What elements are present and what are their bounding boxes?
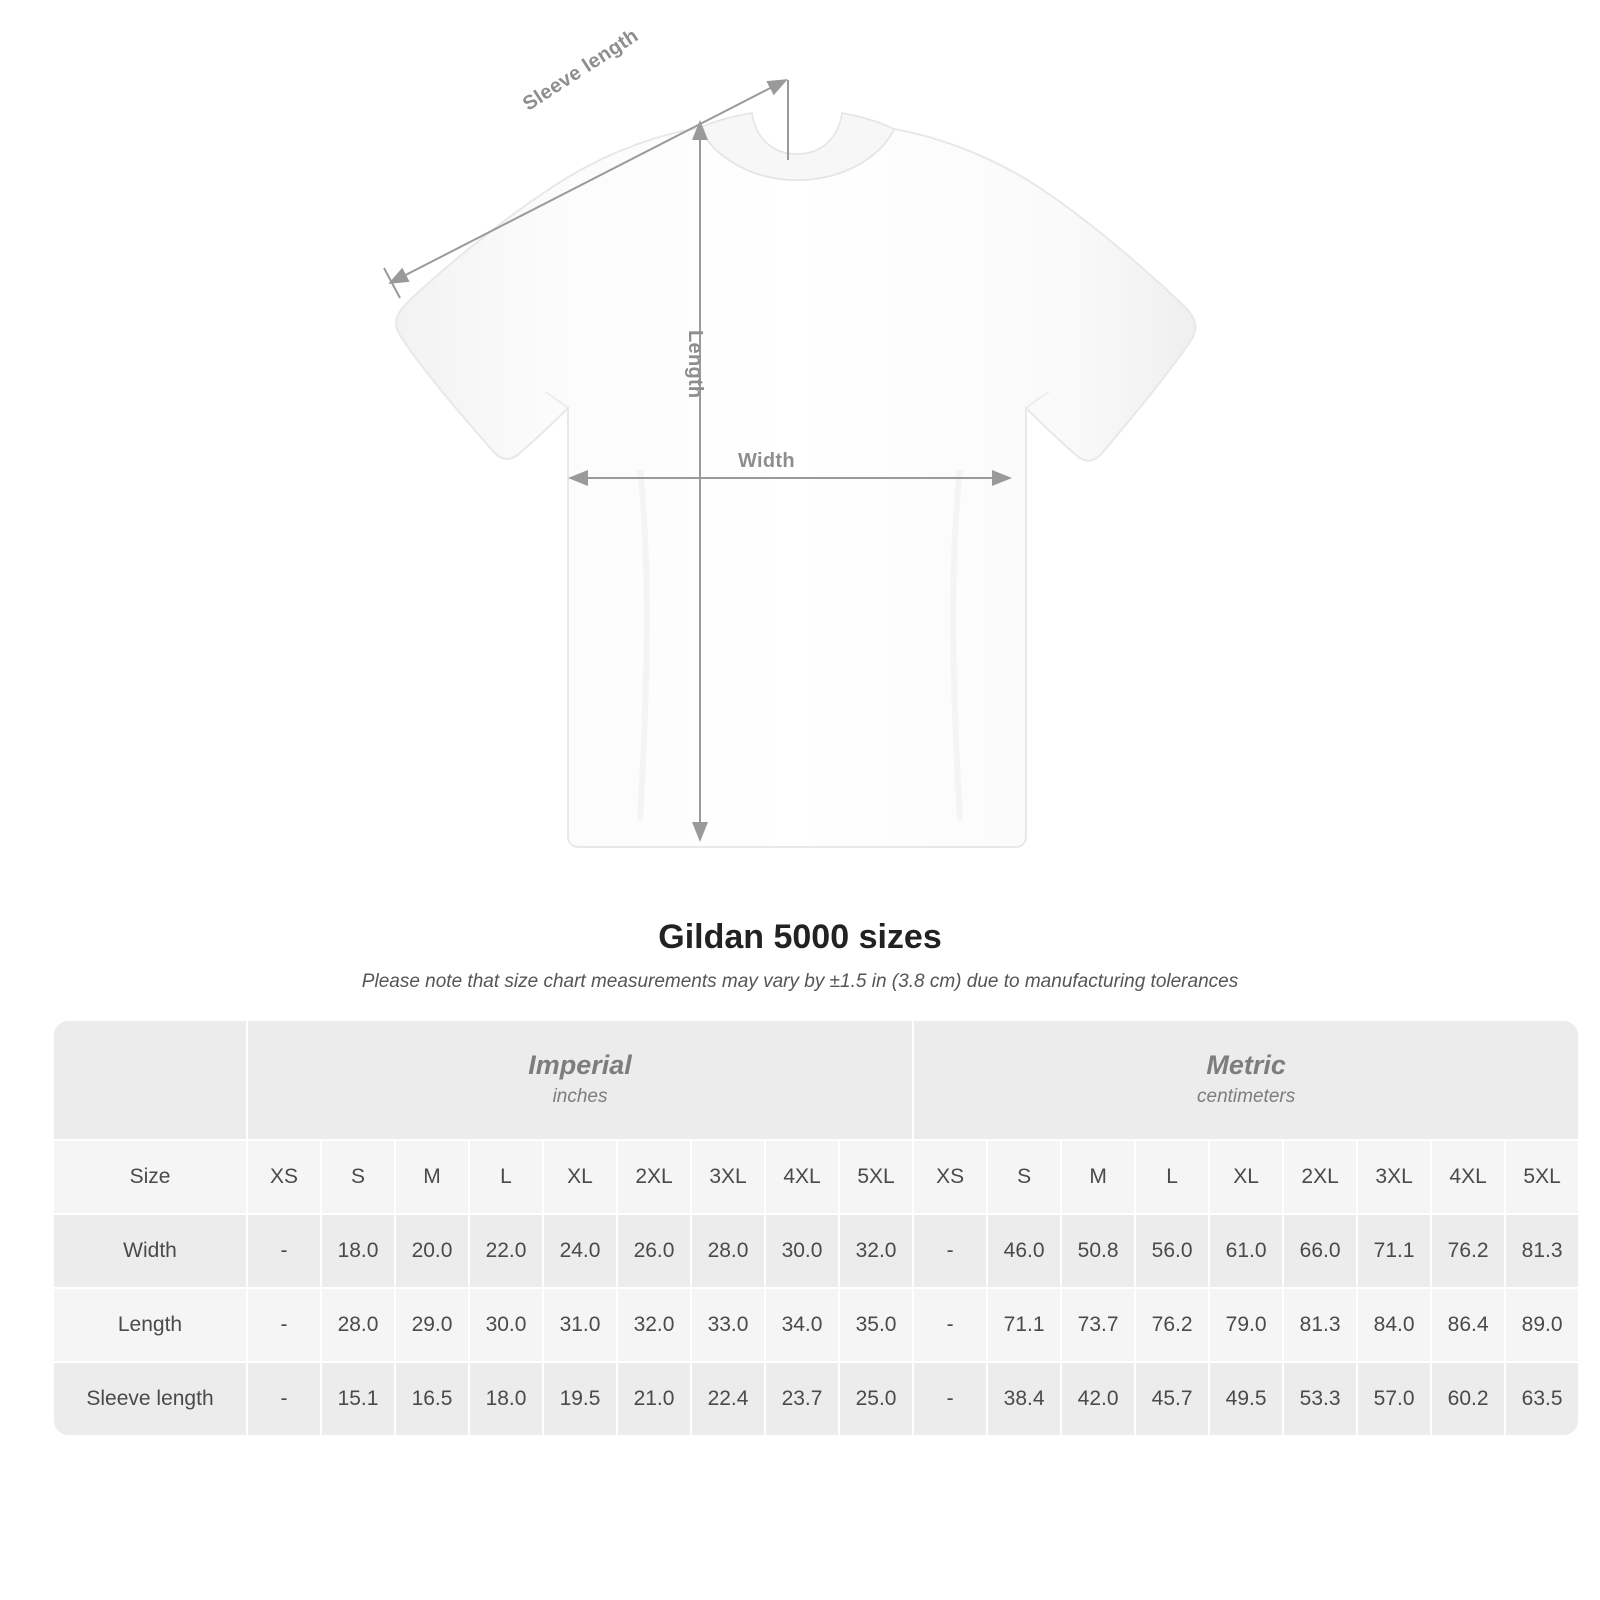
row-label-sleeve-length: Sleeve length — [54, 1363, 246, 1435]
cell-width-met-2: 50.8 — [1062, 1215, 1134, 1287]
size-col-metric-xs: XS — [914, 1141, 986, 1213]
cell-sleeve-imp-7: 23.7 — [766, 1363, 838, 1435]
system-imperial-name: Imperial — [528, 1049, 632, 1080]
size-col-metric-5xl: 5XL — [1506, 1141, 1578, 1213]
cell-sleeve-imp-5: 21.0 — [618, 1363, 690, 1435]
cell-length-imp-2: 29.0 — [396, 1289, 468, 1361]
size-col-metric-3xl: 3XL — [1358, 1141, 1430, 1213]
cell-length-met-0: - — [914, 1289, 986, 1361]
size-col-imperial-2xl: 2XL — [618, 1141, 690, 1213]
cell-length-imp-3: 30.0 — [470, 1289, 542, 1361]
cell-length-imp-8: 35.0 — [840, 1289, 912, 1361]
length-label: Length — [684, 330, 706, 399]
cell-width-imp-6: 28.0 — [692, 1215, 764, 1287]
cell-length-met-5: 81.3 — [1284, 1289, 1356, 1361]
size-col-imperial-m: M — [396, 1141, 468, 1213]
cell-sleeve-imp-0: - — [248, 1363, 320, 1435]
system-imperial — [248, 1021, 912, 1139]
size-col-imperial-xs: XS — [248, 1141, 320, 1213]
cell-sleeve-imp-8: 25.0 — [840, 1363, 912, 1435]
system-metric — [914, 1021, 1578, 1139]
cell-sleeve-met-3: 45.7 — [1136, 1363, 1208, 1435]
cell-sleeve-met-0: - — [914, 1363, 986, 1435]
row-label-width: Width — [54, 1215, 246, 1287]
cell-width-imp-4: 24.0 — [544, 1215, 616, 1287]
table-row-length — [54, 1289, 1578, 1361]
cell-sleeve-met-4: 49.5 — [1210, 1363, 1282, 1435]
table-corner-cell — [54, 1021, 246, 1139]
cell-sleeve-met-1: 38.4 — [988, 1363, 1060, 1435]
cell-length-imp-4: 31.0 — [544, 1289, 616, 1361]
size-col-imperial-s: S — [322, 1141, 394, 1213]
cell-width-imp-5: 26.0 — [618, 1215, 690, 1287]
size-col-imperial-xl: XL — [544, 1141, 616, 1213]
size-col-metric-4xl: 4XL — [1432, 1141, 1504, 1213]
size-table — [52, 1019, 1580, 1437]
cell-width-met-8: 81.3 — [1506, 1215, 1578, 1287]
cell-width-met-4: 61.0 — [1210, 1215, 1282, 1287]
cell-length-met-3: 76.2 — [1136, 1289, 1208, 1361]
cell-sleeve-met-8: 63.5 — [1506, 1363, 1578, 1435]
size-col-metric-s: S — [988, 1141, 1060, 1213]
cell-sleeve-met-6: 57.0 — [1358, 1363, 1430, 1435]
size-col-metric-xl: XL — [1210, 1141, 1282, 1213]
size-col-imperial-l: L — [470, 1141, 542, 1213]
cell-length-met-7: 86.4 — [1432, 1289, 1504, 1361]
table-row-width — [54, 1215, 1578, 1287]
system-header-row — [54, 1021, 1578, 1139]
cell-length-imp-5: 32.0 — [618, 1289, 690, 1361]
cell-width-imp-7: 30.0 — [766, 1215, 838, 1287]
cell-width-imp-0: - — [248, 1215, 320, 1287]
page-title: Gildan 5000 sizes — [658, 918, 942, 956]
cell-width-met-7: 76.2 — [1432, 1215, 1504, 1287]
cell-width-met-0: - — [914, 1215, 986, 1287]
cell-length-met-1: 71.1 — [988, 1289, 1060, 1361]
cell-length-imp-1: 28.0 — [322, 1289, 394, 1361]
cell-width-met-3: 56.0 — [1136, 1215, 1208, 1287]
cell-length-imp-7: 34.0 — [766, 1289, 838, 1361]
title-block — [0, 918, 1600, 993]
cell-sleeve-imp-6: 22.4 — [692, 1363, 764, 1435]
cell-length-met-2: 73.7 — [1062, 1289, 1134, 1361]
cell-width-imp-8: 32.0 — [840, 1215, 912, 1287]
cell-width-imp-2: 20.0 — [396, 1215, 468, 1287]
cell-width-imp-1: 18.0 — [322, 1215, 394, 1287]
cell-width-met-6: 71.1 — [1358, 1215, 1430, 1287]
cell-length-imp-0: - — [248, 1289, 320, 1361]
sleeve-length-label: Sleeve length — [519, 24, 643, 116]
size-col-metric-l: L — [1136, 1141, 1208, 1213]
cell-width-imp-3: 22.0 — [470, 1215, 542, 1287]
size-col-imperial-5xl: 5XL — [840, 1141, 912, 1213]
system-metric-unit: centimeters — [1197, 1085, 1296, 1107]
cell-length-met-4: 79.0 — [1210, 1289, 1282, 1361]
size-col-metric-2xl: 2XL — [1284, 1141, 1356, 1213]
size-table-wrap — [52, 1019, 1563, 1437]
cell-sleeve-met-7: 60.2 — [1432, 1363, 1504, 1435]
cell-sleeve-met-2: 42.0 — [1062, 1363, 1134, 1435]
cell-sleeve-imp-4: 19.5 — [544, 1363, 616, 1435]
system-imperial-unit: inches — [552, 1085, 608, 1107]
tolerance-note: Please note that size chart measurements may vary by ±1.5 in (3.8 cm) due to manufacturing tolerances — [361, 971, 1239, 992]
cell-length-met-6: 84.0 — [1358, 1289, 1430, 1361]
table-row-sleeve-length — [54, 1363, 1578, 1435]
cell-length-imp-6: 33.0 — [692, 1289, 764, 1361]
cell-sleeve-imp-3: 18.0 — [470, 1363, 542, 1435]
size-col-imperial-3xl: 3XL — [692, 1141, 764, 1213]
system-metric-name: Metric — [1206, 1049, 1286, 1080]
width-label: Width — [738, 450, 795, 472]
size-header-cell: Size — [54, 1141, 246, 1213]
cell-sleeve-imp-2: 16.5 — [396, 1363, 468, 1435]
cell-sleeve-met-5: 53.3 — [1284, 1363, 1356, 1435]
cell-length-met-8: 89.0 — [1506, 1289, 1578, 1361]
size-header-row — [54, 1141, 1578, 1213]
tshirt-shape — [396, 113, 1195, 847]
cell-sleeve-imp-1: 15.1 — [322, 1363, 394, 1435]
cell-width-met-1: 46.0 — [988, 1215, 1060, 1287]
size-col-metric-m: M — [1062, 1141, 1134, 1213]
row-label-length: Length — [54, 1289, 246, 1361]
size-col-imperial-4xl: 4XL — [766, 1141, 838, 1213]
cell-width-met-5: 66.0 — [1284, 1215, 1356, 1287]
